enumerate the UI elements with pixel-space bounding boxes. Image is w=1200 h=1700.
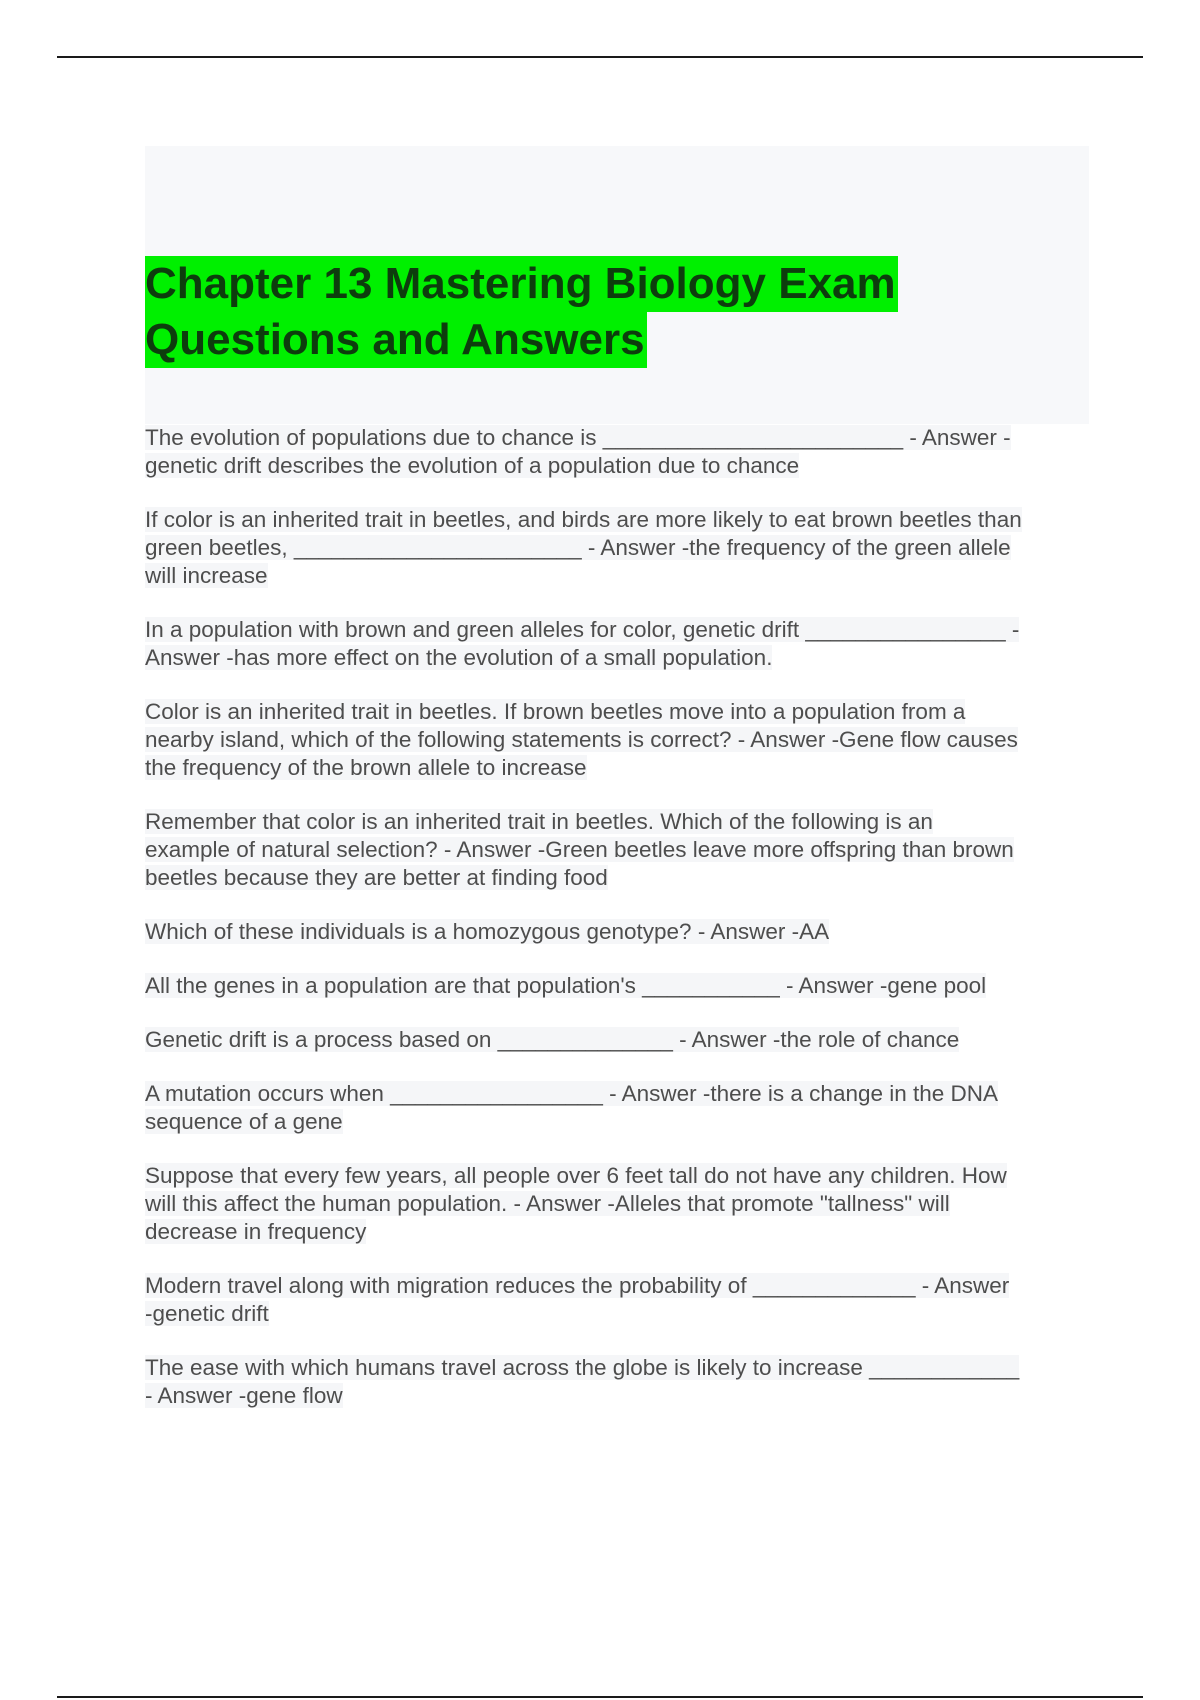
bottom-rule — [57, 1696, 1143, 1698]
qa-line — [145, 1300, 1091, 1328]
qa-line-text: All the genes in a population are that population's ___________ - Answer -gene pool — [145, 973, 987, 998]
qa-line — [145, 562, 1091, 590]
qa-line-text: Genetic drift is a process based on ______________ - Answer -the role of chance — [145, 1027, 960, 1052]
qa-line — [145, 644, 1091, 672]
qa-item — [145, 424, 1091, 480]
qa-line-text: - Answer -gene flow — [145, 1383, 343, 1408]
qa-line — [145, 808, 1091, 836]
qa-line-text: sequence of a gene — [145, 1109, 343, 1134]
qa-item — [145, 972, 1091, 1000]
qa-item — [145, 506, 1091, 590]
qa-line — [145, 452, 1091, 480]
qa-line-text: the frequency of the brown allele to increase — [145, 755, 587, 780]
qa-line-text: will increase — [145, 563, 268, 588]
qa-line-text: Modern travel along with migration reduces the probability of _____________ - Answer — [145, 1273, 1010, 1298]
qa-line — [145, 534, 1091, 562]
qa-item — [145, 1026, 1091, 1054]
qa-item — [145, 616, 1091, 672]
top-rule — [57, 56, 1143, 58]
qa-line — [145, 424, 1091, 452]
qa-line — [145, 864, 1091, 892]
qa-line-text: A mutation occurs when _________________ - Answer -there is a change in the DNA — [145, 1081, 999, 1106]
qa-line-text: The evolution of populations due to chance is ________________________ - Answer - — [145, 425, 1011, 450]
qa-line-text: The ease with which humans travel across the globe is likely to increase ____________ — [145, 1355, 1020, 1380]
qa-line-text: green beetles, _______________________ - Answer -the frequency of the green allele — [145, 535, 1011, 560]
qa-item — [145, 698, 1091, 782]
qa-line-text: beetles because they are better at finding food — [145, 865, 608, 890]
qa-line-text: In a population with brown and green alleles for color, genetic drift ________________ - — [145, 617, 1020, 642]
qa-item — [145, 808, 1091, 892]
qa-item — [145, 1354, 1091, 1410]
qa-line-text: Suppose that every few years, all people over 6 feet tall do not have any children. How — [145, 1163, 1007, 1188]
qa-line-text: Which of these individuals is a homozygous genotype? - Answer -AA — [145, 919, 830, 944]
qa-line-text: Answer -has more effect on the evolution of a small population. — [145, 645, 773, 670]
qa-line-text: genetic drift describes the evolution of a population due to chance — [145, 453, 800, 478]
qa-line-text: Color is an inherited trait in beetles. If brown beetles move into a population from a — [145, 699, 966, 724]
qa-line — [145, 1382, 1091, 1410]
qa-line — [145, 1108, 1091, 1136]
qa-item — [145, 1272, 1091, 1328]
qa-line — [145, 1080, 1091, 1108]
qa-line — [145, 754, 1091, 782]
title-line-1: Chapter 13 Mastering Biology Exam — [145, 256, 898, 312]
qa-line-text: If color is an inherited trait in beetles, and birds are more likely to eat brown beetles than — [145, 507, 1022, 532]
qa-list — [145, 424, 1091, 1436]
qa-line — [145, 1190, 1091, 1218]
qa-line-text: decrease in frequency — [145, 1219, 367, 1244]
qa-line — [145, 836, 1091, 864]
qa-item — [145, 1162, 1091, 1246]
qa-line — [145, 506, 1091, 534]
qa-line — [145, 698, 1091, 726]
qa-line — [145, 726, 1091, 754]
qa-line — [145, 1272, 1091, 1300]
qa-line-text: will this affect the human population. - Answer -Alleles that promote "tallness" will — [145, 1191, 950, 1216]
qa-line — [145, 1162, 1091, 1190]
qa-line-text: -genetic drift — [145, 1301, 269, 1326]
qa-line-text: example of natural selection? - Answer -Green beetles leave more offspring than brown — [145, 837, 1014, 862]
qa-line — [145, 616, 1091, 644]
qa-line — [145, 1354, 1091, 1382]
qa-item — [145, 918, 1091, 946]
qa-line — [145, 972, 1091, 1000]
qa-line — [145, 1218, 1091, 1246]
qa-item — [145, 1080, 1091, 1136]
title-line-2: Questions and Answers — [145, 312, 647, 368]
qa-line-text: Remember that color is an inherited trait in beetles. Which of the following is an — [145, 809, 933, 834]
page-title — [145, 256, 898, 368]
qa-line — [145, 918, 1091, 946]
qa-line-text: nearby island, which of the following statements is correct? - Answer -Gene flow causes — [145, 727, 1018, 752]
qa-line — [145, 1026, 1091, 1054]
